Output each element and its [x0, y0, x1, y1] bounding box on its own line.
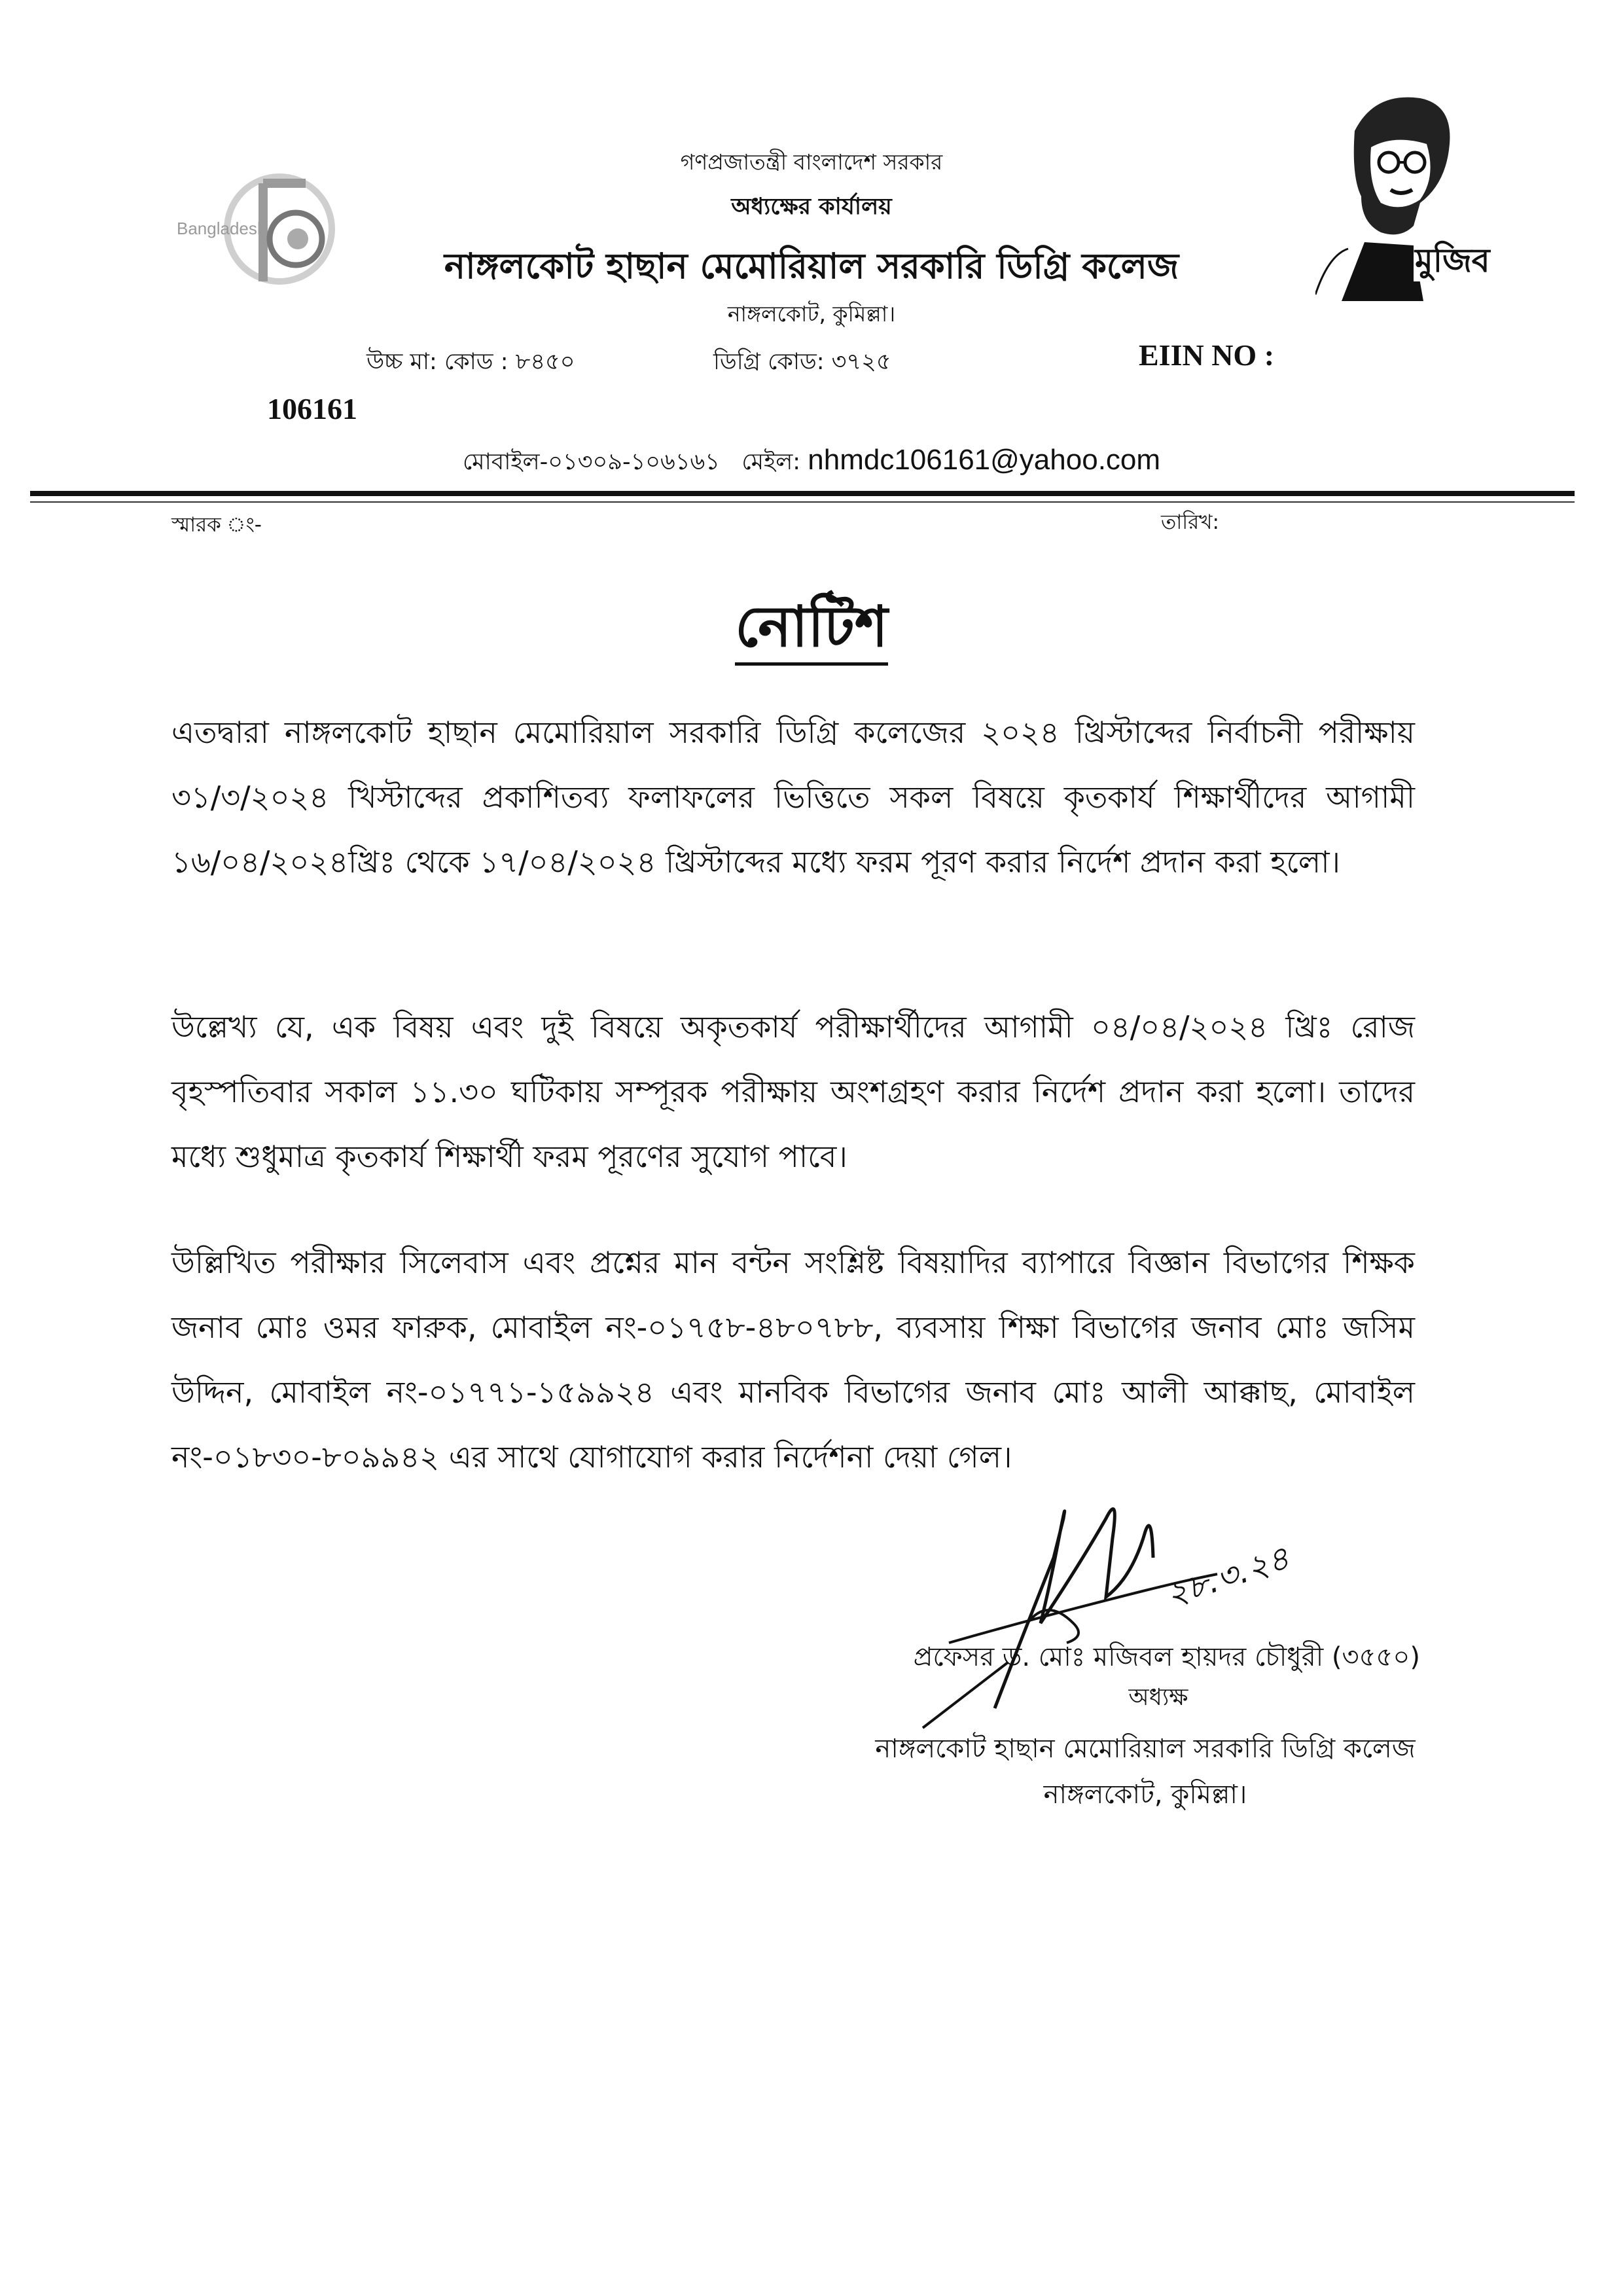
- header-divider: [30, 491, 1575, 496]
- memo-label: স্মারক ং-: [171, 513, 262, 537]
- email-label: মেইল:: [741, 449, 801, 475]
- handwritten-date: ২৮.৩.২৪: [1161, 1538, 1294, 1614]
- notice-paragraph-2: উল্লেখ্য যে, এক বিষয় এবং দুই বিষয়ে অকৃতকার্য পরীক্ষার্থীদের আগামী ০৪/০৪/২০২৪ খ্রিঃ রোজ বৃহস্পতিবার সকাল ১১.৩০ ঘটিকায় সম্পূরক পরীক্ষায় অংশগ্রহণ করার নির্দেশ প্রদান করা হলো। তাদের মধ্যে শুধুমাত্র কৃতকার্য শিক্ষার্থী ফরম পূরণের সুযোগ পাবে।: [171, 1009, 1415, 1174]
- college-location: নাঙ্গলকোট, কুমিল্লা।: [727, 301, 896, 327]
- signatory-place: নাঙ্গলকোট, কুমিল্লা।: [1043, 1780, 1247, 1810]
- signatory-designation: অধ্যক্ষ: [1128, 1684, 1188, 1711]
- signatory-college: নাঙ্গলকোট হাছান মেমোরিয়াল সরকারি ডিগ্রি কলেজ: [875, 1734, 1416, 1764]
- left-logo-text: Bangladesh: [177, 219, 267, 238]
- email-address: nhmdc106161@yahoo.com: [808, 444, 1161, 476]
- contact-line: [0, 444, 1623, 482]
- date-label: তারিখ:: [1161, 511, 1219, 534]
- notice-title: [0, 584, 1623, 677]
- right-logo-text: মুজিব: [1415, 242, 1490, 279]
- signatory-name: প্রফেসর ড. মোঃ মজিবল হায়দর চৌধুরী (৩৫৫০): [913, 1642, 1420, 1672]
- notice-paragraph-3: উল্লিখিত পরীক্ষার সিলেবাস এবং প্রশ্নের মান বন্টন সংশ্লিষ্ট বিষয়াদির ব্যাপারে বিজ্ঞান বিভাগের শিক্ষক জনাব মোঃ ওমর ফারুক, মোবাইল নং-০১৭৫৮-৪৮০৭৮৮, ব্যবসায় শিক্ষা বিভাগের জনাব মোঃ জসিম উদ্দিন, মোবাইল নং-০১৭৭১-১৫৯৯২৪ এবং মানবিক বিভাগের জনাব মোঃ আলী আক্কাছ, মোবাইল নং-০১৮৩০-৮০৯৯৪২ এর সাথে যোগাযোগ করার নির্দেশনা দেয়া গেল।: [171, 1245, 1415, 1475]
- eiin-label: EIIN NO :: [1139, 338, 1275, 372]
- notice-title-text: নোটিশ: [735, 594, 888, 666]
- eiin-number: 106161: [267, 392, 357, 425]
- college-name: নাঙ্গলকোট হাছান মেমোরিয়াল সরকারি ডিগ্রি কলেজ: [444, 245, 1179, 287]
- office-line: অধ্যক্ষের কার্যালয়: [731, 194, 892, 220]
- degree-code: ডিগ্রি কোড: ৩৭২৫: [713, 349, 891, 375]
- notice-paragraph-1: এতদ্বারা নাঙ্গলকোট হাছান মেমোরিয়াল সরকারি ডিগ্রি কলেজের ২০২৪ খ্রিস্টাব্দের নির্বাচনী পরীক্ষায় ৩১/৩/২০২৪ খিস্টাব্দের প্রকাশিতব্য ফলাফলের ভিত্তিতে সকল বিষয়ে কৃতকার্য শিক্ষার্থীদের আগামী ১৬/০৪/২০২৪খ্রিঃ থেকে ১৭/০৪/২০২৪ খ্রিস্টাব্দের মধ্যে ফরম পূরণ করার নির্দেশ প্রদান করা হলো।: [171, 715, 1415, 880]
- hsc-code: উচ্চ মা: কোড : ৮৪৫০: [366, 349, 575, 375]
- mobile-number: মোবাইল-০১৩০৯-১০৬১৬১: [462, 449, 720, 475]
- government-line: গণপ্রজাতন্ত্রী বাংলাদেশ সরকার: [680, 149, 943, 175]
- header-divider-thin: [30, 501, 1575, 503]
